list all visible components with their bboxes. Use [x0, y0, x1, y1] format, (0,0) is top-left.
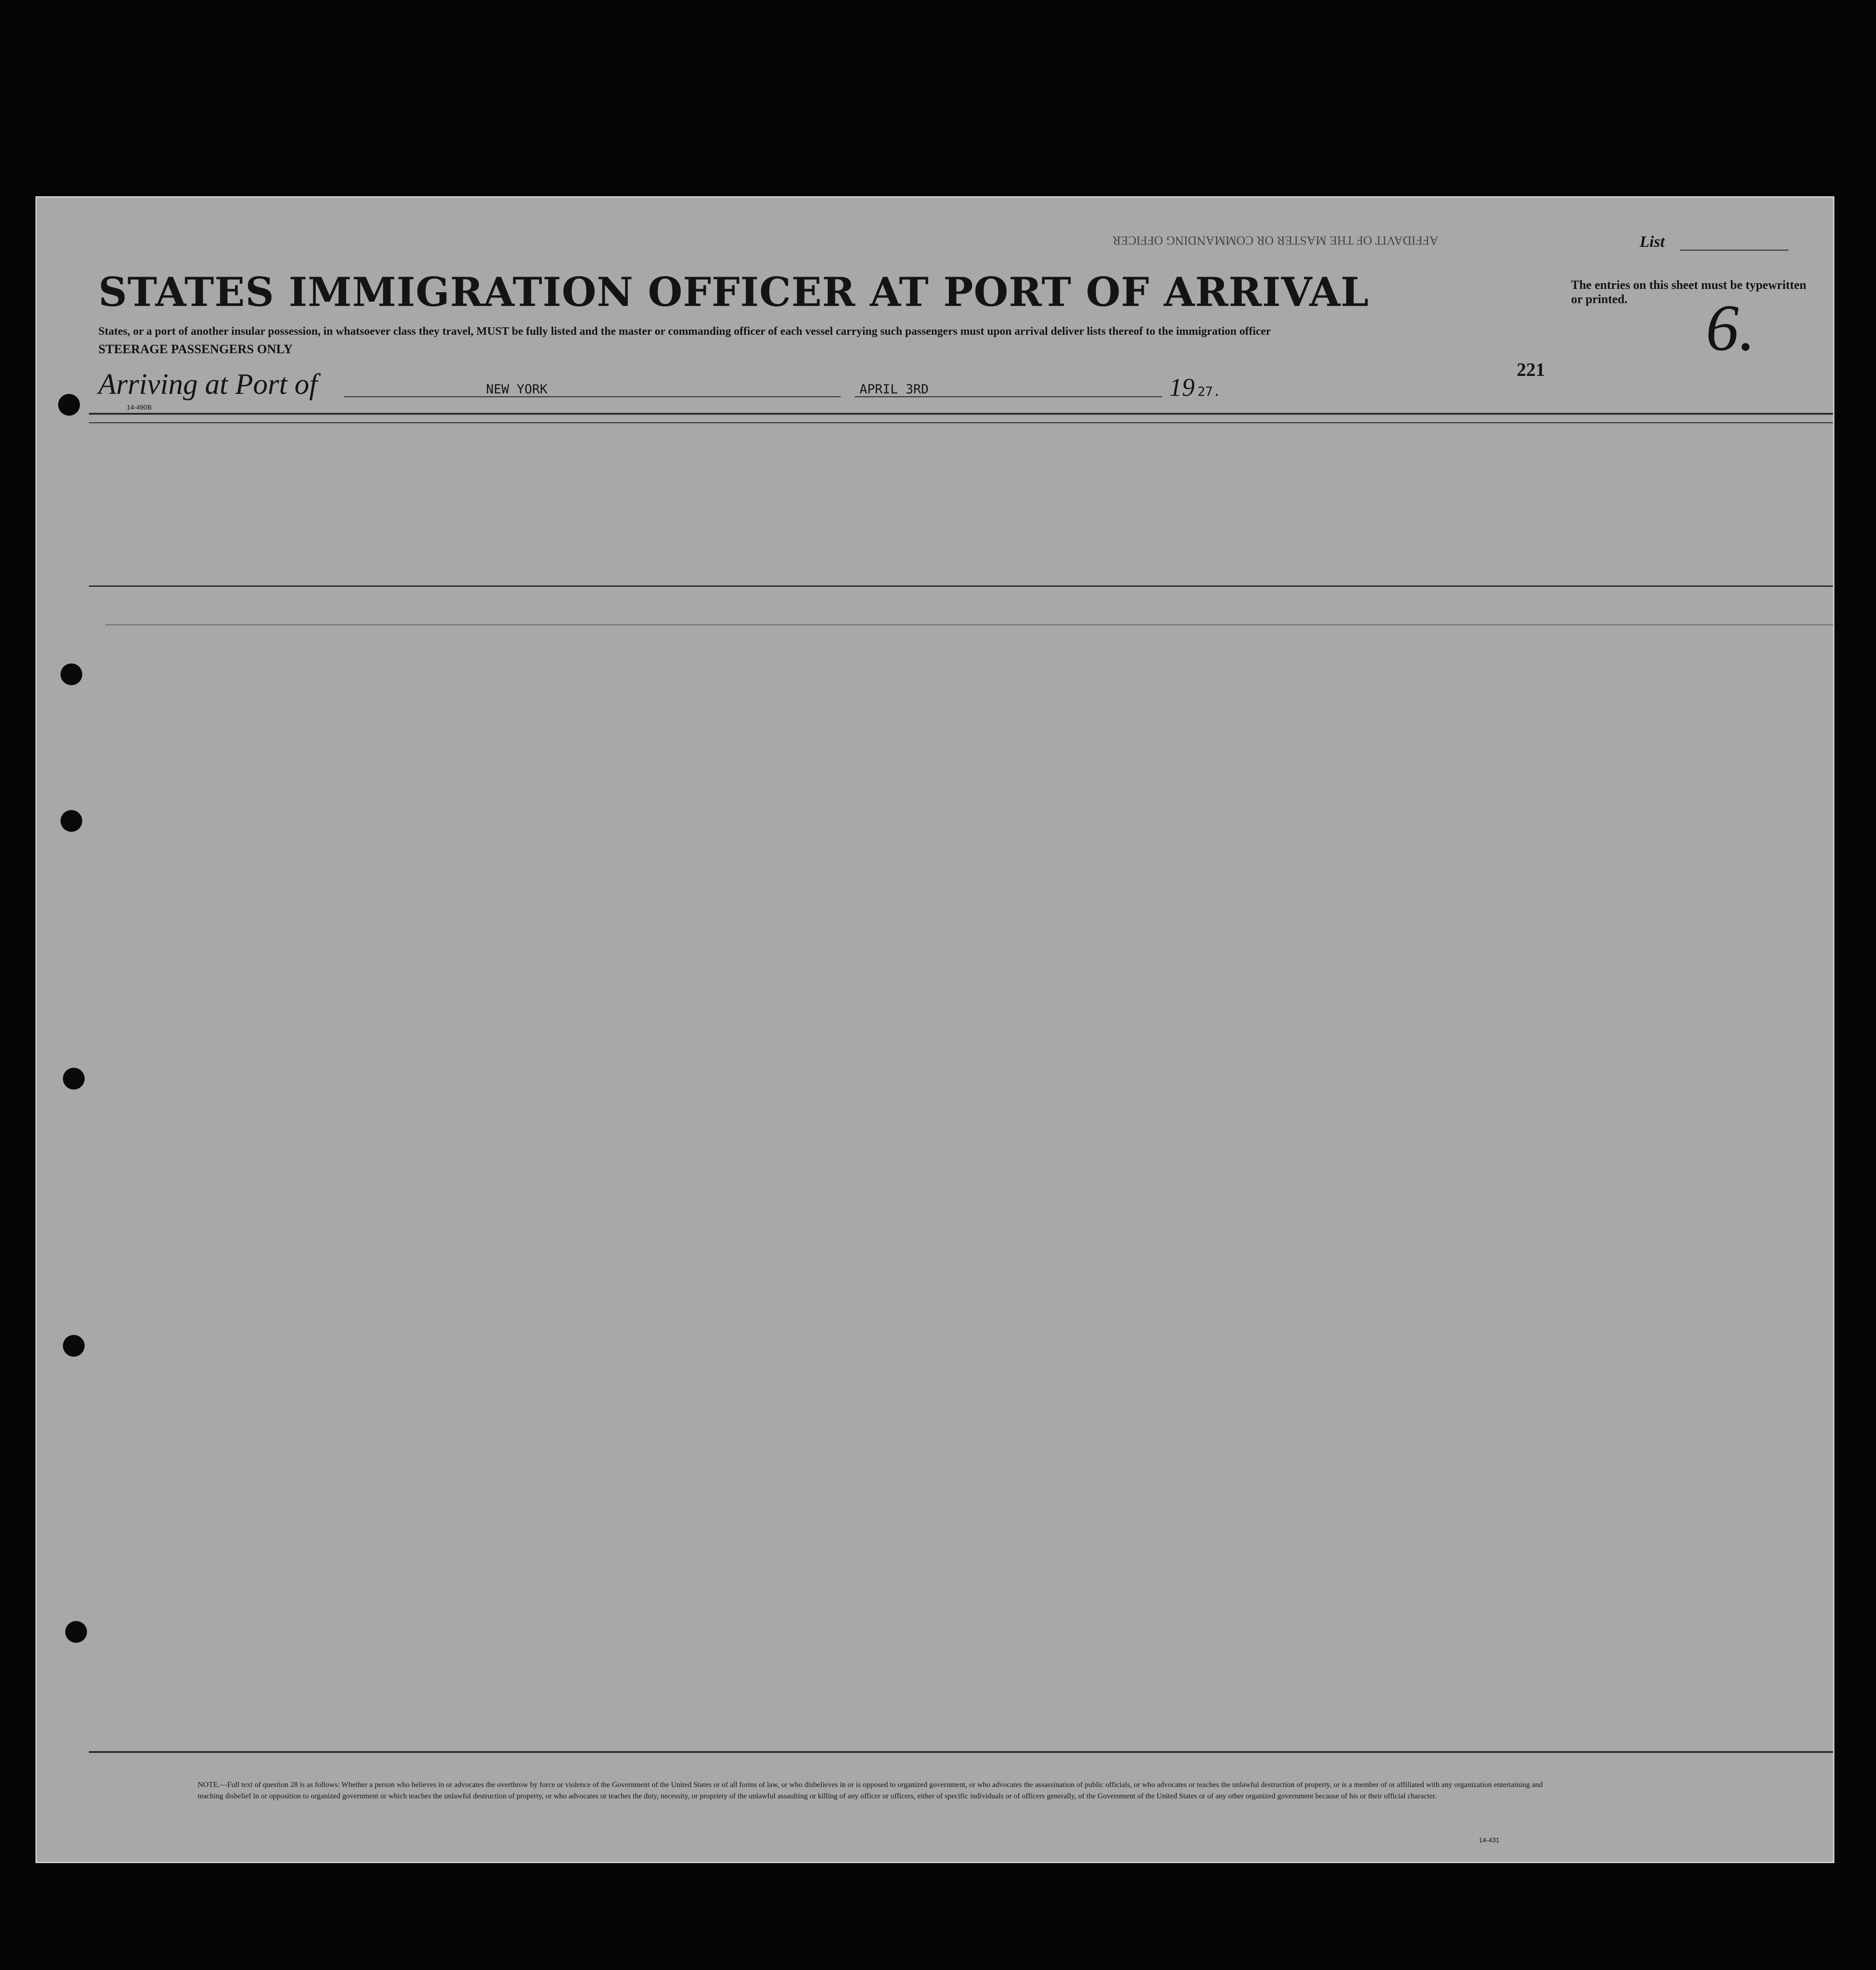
year-label: 19 — [1169, 373, 1195, 401]
row-rule — [89, 1751, 1834, 1753]
row-rule — [89, 422, 1834, 423]
upside-down-header: AFFIDAVIT OF THE MASTER OR COMMANDING OFFICER — [1112, 234, 1439, 247]
punch-hole — [58, 394, 80, 416]
year-value: 27. — [1198, 384, 1221, 399]
sheet-number: 221 — [1517, 359, 1545, 380]
port-value: NEW YORK — [486, 382, 548, 397]
form-code: 14-490B — [127, 403, 152, 411]
punch-hole — [65, 1621, 87, 1643]
steerage-label: STEERAGE PASSENGERS ONLY — [98, 342, 293, 356]
form-title: STATES IMMIGRATION OFFICER AT PORT OF ARRIVAL — [98, 269, 1369, 315]
footer-code: 14-431 — [1479, 1836, 1500, 1844]
punch-hole — [61, 810, 82, 832]
manifest-sheet — [35, 196, 1834, 1863]
footnote: NOTE.—Full text of question 28 is as follows: Whether a person who believes in or advocates the overthrow by force or violence of the Government of the United States or of all forms of law, or who disbelieves in or is opposed to organized government, or who advocates the assassination of public officials, or who advocates or teaches the unlawful destruction of property, or is a member of or affiliated with any organization entertaining and teaching disbelief in or opposition to organized government or which teaches the unlawful destruction of property, or who advocates or teaches the duty, necessity, or propriety of the unlawful assaulting or killing of any officer or officers, either of specific individuals or of officers generally, of the Government of the United States or of any other organized government because of his or their official character. — [198, 1781, 1543, 1800]
date-value: APRIL 3RD — [860, 382, 929, 397]
list-underline — [1680, 250, 1789, 251]
arriving-label: Arriving at Port of — [98, 368, 318, 401]
entries-note: The entries on this sheet must be typewritten or printed. — [1571, 278, 1807, 306]
punch-hole — [63, 1068, 85, 1090]
row-rule — [89, 585, 1834, 587]
list-number-handwritten: 6. — [1706, 291, 1755, 365]
row-rule — [89, 413, 1834, 415]
port-line — [344, 396, 841, 397]
punch-hole — [61, 663, 82, 685]
punch-hole — [63, 1335, 85, 1357]
list-label: List — [1640, 233, 1665, 251]
form-subtitle: States, or a port of another insular possession, in whatsoever class they travel, MUST be fully listed and the master or commanding officer of each vessel carrying such passengers must upon arrival deliver lists thereof to the immigration officer — [98, 325, 1271, 338]
